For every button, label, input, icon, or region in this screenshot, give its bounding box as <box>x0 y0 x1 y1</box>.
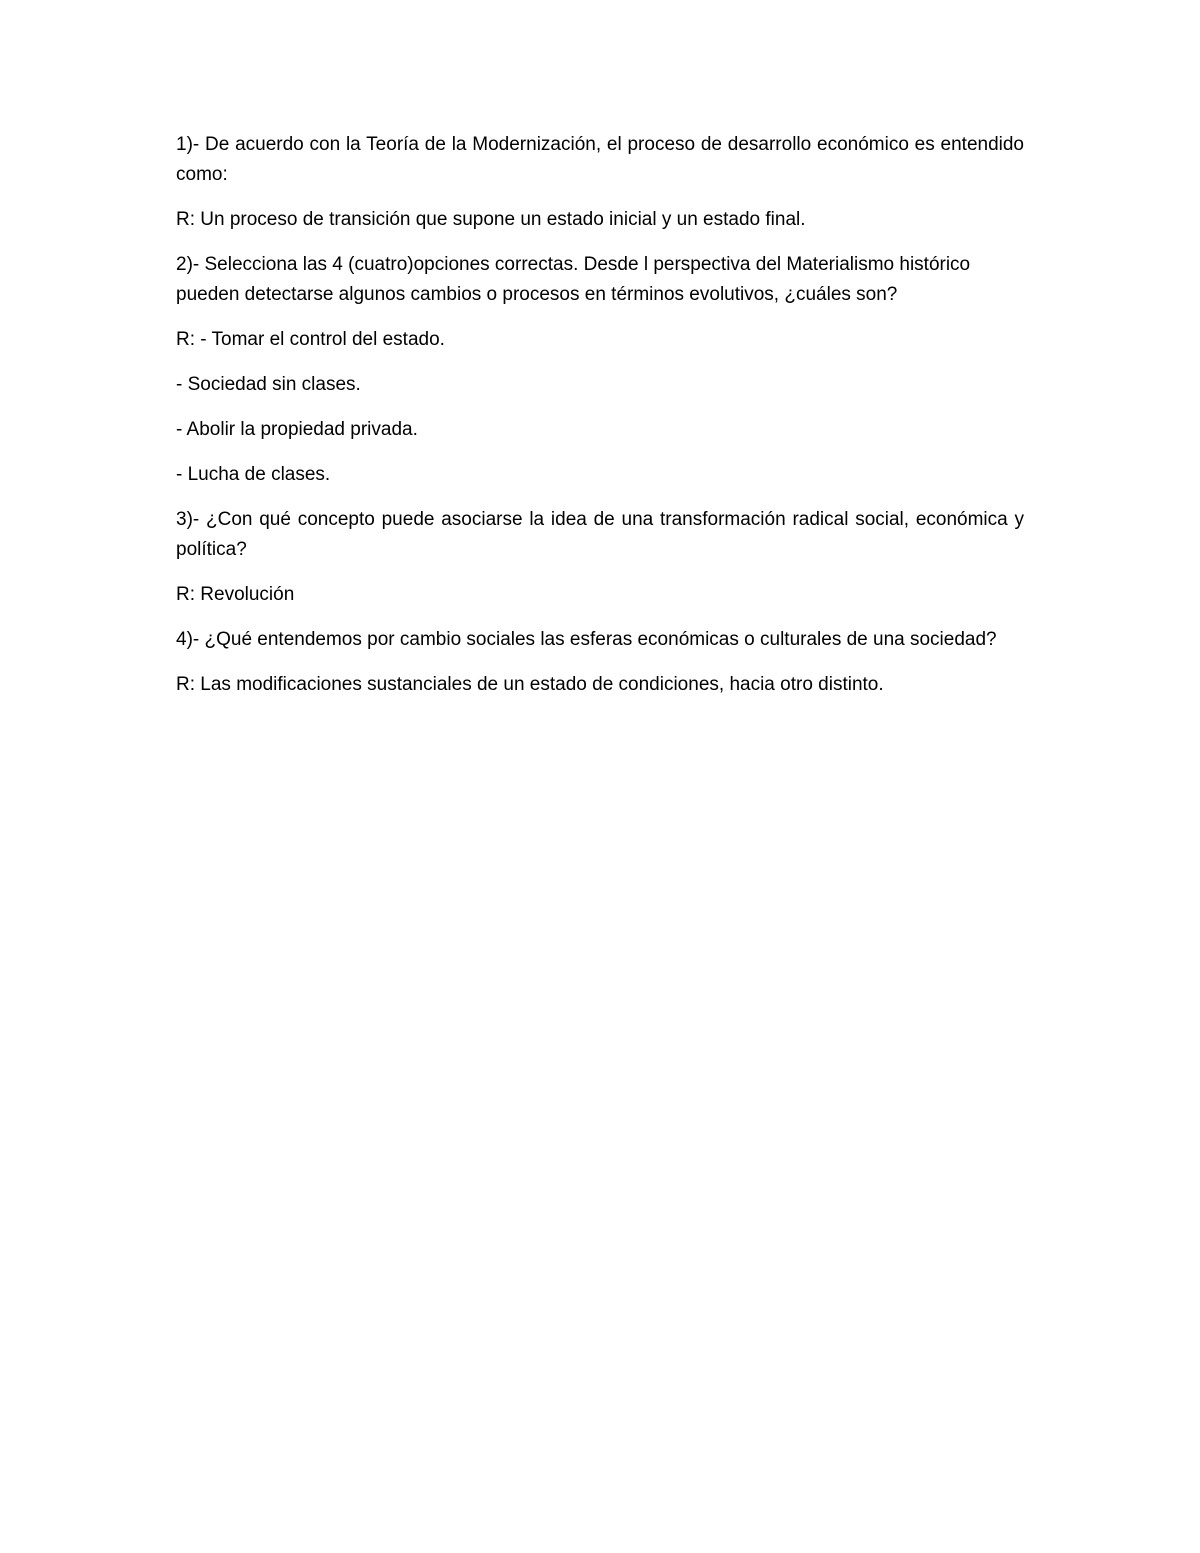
answer-2-item-3: - Abolir la propiedad privada. <box>176 419 418 440</box>
answer-2-item-2: - Sociedad sin clases. <box>176 374 361 395</box>
answer-2-item-1: R: - Tomar el control del estado. <box>176 329 445 350</box>
answer-4: R: Las modificaciones sustanciales de un estado de condiciones, hacia otro distinto. <box>176 674 884 695</box>
question-2: 2)- Selecciona las 4 (cuatro)opciones correctas. Desde l perspectiva del Materialismo histórico pueden detectarse algunos cambios o procesos en términos evolutivos, ¿cuáles son? <box>176 254 971 305</box>
answer-2-item-4: - Lucha de clases. <box>176 464 331 485</box>
question-4: 4)- ¿Qué entendemos por cambio sociales las esferas económicas o culturales de una sociedad? <box>176 629 997 650</box>
answer-3: R: Revolución <box>176 584 295 605</box>
question-3: 3)- ¿Con qué concepto puede asociarse la idea de una transformación radical social, económica y política? <box>176 509 1024 560</box>
answer-1: R: Un proceso de transición que supone un estado inicial y un estado final. <box>176 209 806 230</box>
question-1: 1)- De acuerdo con la Teoría de la Modernización, el proceso de desarrollo económico es entendido como: <box>176 134 1024 185</box>
document-body <box>176 130 1024 715</box>
